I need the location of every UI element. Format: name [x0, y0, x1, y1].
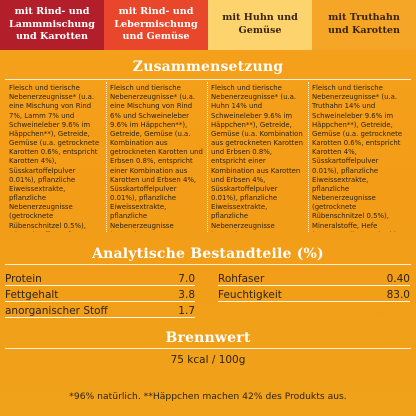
analysis-row-fibre: [218, 270, 410, 286]
analysis-value: 0.40: [386, 273, 410, 285]
analysis-row-moisture: [218, 286, 410, 302]
analysis-label: anorganischer Stoff: [5, 305, 108, 317]
analysis-label: Rohfaser: [218, 273, 265, 285]
composition-text-chicken: Fleisch und tierische Nebenerzeugnisse* (u.a. Huhn 14% und Schweineleber 9.6% im Häppchen**), Getreide, Gemüse (u.a. Kombination aus getrockneten Karotten und Erbsen 0.8%, entspricht einer Kombination aus Karotten und Erbsen 4%, Süsskartoffelpulver 0.01%), pflanzliche Eiweissextrakte, pflanzliche Nebenerzeugnisse: [208, 82, 309, 232]
analysis-table: [0, 270, 416, 318]
composition-text-beef-liver: Fleisch und tierische Nebenerzeugnisse* (u.a. eine Mischung von Rind 6% und Schweineleber 9.6% im Häppchen**), Getreide, Gemüse (u.a. Kombination aus getrockneten Karotten und Erbsen 0.8%, entspricht einer Kombination aus Karotten und Erbsen 4%, Süsskartoffelpulver 0.01%), pflanzliche Eiweissextrakte, pflanzliche Nebenerzeugnisse: [107, 82, 208, 232]
analysis-label: Protein: [5, 273, 42, 285]
variety-tile-beef-lamb: mit Rind- und Lammmischung und Karotten: [0, 0, 104, 50]
analysis-value: 1.7: [178, 305, 195, 317]
energy-heading: Brennwert: [165, 330, 251, 346]
composition-columns: [6, 82, 410, 232]
variety-tile-chicken: mit Huhn und Gemüse: [208, 0, 312, 50]
energy-value: 75 kcal / 100g: [170, 354, 246, 366]
variety-tile-beef-liver: mit Rind- und Lebermischung und Gemüse: [104, 0, 208, 50]
composition-divider: [5, 79, 411, 80]
footnote: *96% natürlich. **Häppchen machen 42% des Produkts aus.: [69, 391, 347, 402]
analysis-row-ash: [5, 302, 195, 318]
analysis-heading: Analytische Bestandteile (%): [92, 246, 324, 262]
analysis-value: 7.0: [178, 273, 195, 285]
analysis-divider: [5, 264, 411, 265]
analysis-row-protein: [5, 270, 195, 286]
analysis-label: Fettgehalt: [5, 289, 59, 301]
analysis-value: 83.0: [386, 289, 410, 301]
analysis-row-fat: [5, 286, 195, 302]
composition-text-turkey: Fleisch und tierische Nebenerzeugnisse* (u.a. Truthahn 14% und Schweineleber 9.6% im Häppchen**), Getreide, Gemüse (u.a. getrocknete Karotten 0.6%, entspricht Karotten 4%, Süsskartoffelpulver 0.01%), pflanzliche Eiweissextrakte, pflanzliche Nebenerzeugnisse (getrocknete Rübenschnitzel 0.5%), Mineralstoffe, Hefe: [312, 84, 403, 230]
variety-tile-turkey: mit Truthahn und Karotten: [312, 0, 416, 50]
energy-divider: [5, 348, 411, 349]
variety-header: [0, 0, 416, 50]
analysis-value: 3.8: [178, 289, 195, 301]
composition-text-beef-lamb: Fleisch und tierische Nebenerzeugnisse* (u.a. eine Mischung von Rind 7%, Lamm 7% und Schweineleber 9.6% im Häppchen**), Getreide, Gemüse (u.a. getrocknete Karotten 0.6%, entspricht Karotten 4%), Süsskartoffelpulver 0.01%), pflanzliche Eiweissextrakte, pflanzliche Nebenerzeugnisse (getrocknete Rübenschnitzel 0.5%),: [6, 82, 107, 232]
composition-heading: Zusammensetzung: [132, 59, 284, 75]
analysis-label: Feuchtigkeit: [218, 289, 282, 301]
